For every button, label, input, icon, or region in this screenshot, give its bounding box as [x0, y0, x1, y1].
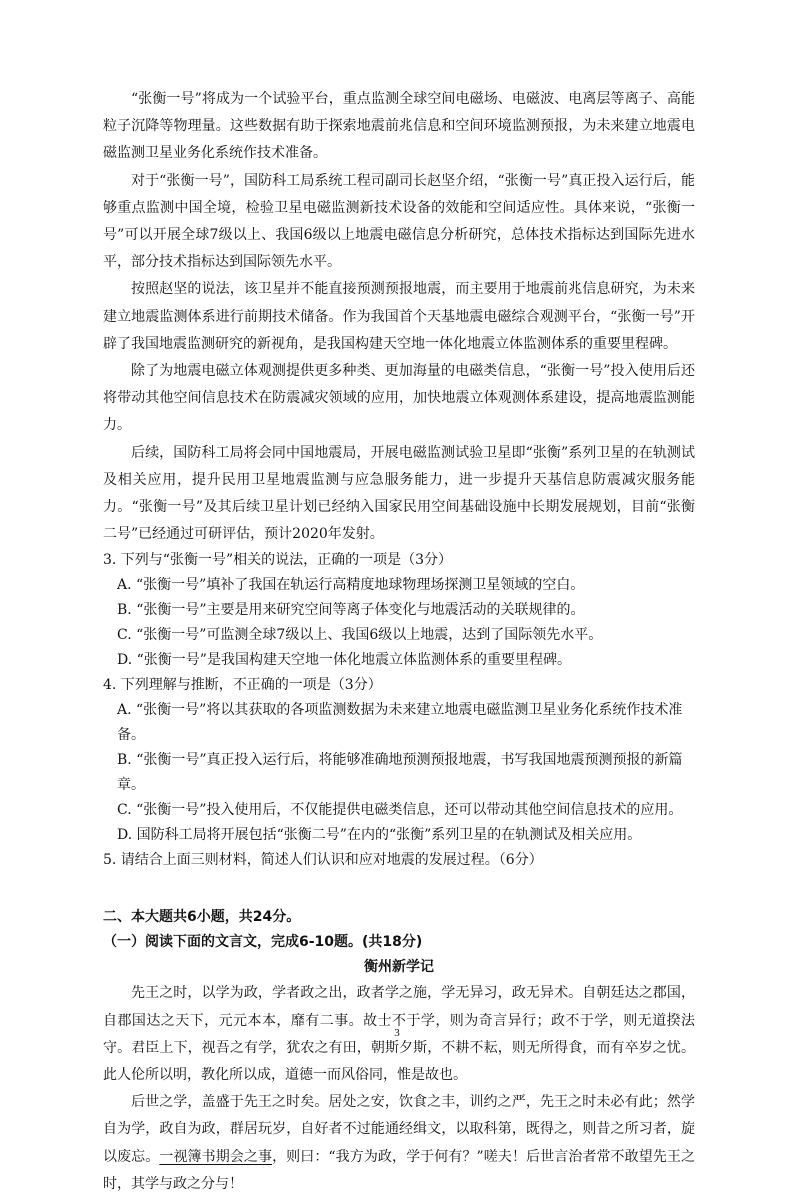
underlined-phrase: 一视簿书期会之事 [159, 1148, 273, 1165]
classical-paragraph-1: 先王之时，以学为政，学者政之出，政者学之施，学无异习，政无异术。自朝廷达之郡国，自郡国达之天下，元元本本，靡有二事。故士不于学，则为奇言异行；政不于学，则无道揆法守。君臣上下，视吾之有学，犹农之有田，朝斯夕斯，不耕不耘，则无所得食，而有卒岁之忧。此人伦所以明，教化所以成，道德一而风俗同，惟是故也。 [103, 985, 695, 1084]
question-3-option-d: D. “张衡一号”是我国构建天空地一体化地震立体监测体系的重要里程碑。 [117, 652, 571, 669]
section-gap [103, 873, 695, 905]
page-number: 3 [394, 1027, 400, 1039]
question-3-option-c: C. “张衡一号”可监测全球7级以上、我国6级以上地震，达到了国际领先水平。 [117, 627, 603, 644]
classical-paragraph-2-pre: 后世之学，盖盛于先王之时矣。居处之安，饮食之丰，训约之严，先王之时未必有此；然学自为学，政自为政，群居玩岁，自好者不过能通经缉文，以取科第，既得之，则昔之所习者，旋以废忘。 [103, 1094, 695, 1165]
classical-text-title: 衡州新学记 [364, 959, 434, 976]
classical-paragraph-2-post: ，则曰：“我方为政，学于何有？”嗟夫！后世言治者常不敢望先王之时，其学与政之分与！ [103, 1148, 695, 1192]
section-2-heading: 二、本大题共6小题，共24分。 [103, 909, 301, 926]
question-4-stem-pre: 4. 下列理解与推断， [103, 677, 233, 694]
question-4-option-c: C. “张衡一号”投入使用后，不仅能提供电磁类信息，还可以带动其他空间信息技术的应用。 [117, 802, 683, 819]
passage-paragraph-5: 后续，国防科工局将会同中国地震局，开展电磁监测试验卫星即“张衡”系列卫星的在轨测试及相关应用，提升民用卫星地震监测与应急服务能力，进一步提升天基信息防震减灾服务能力。“张衡一号”及其后续卫星计划已经纳入国家民用空间基础设施中长期发展规划，目前“张衡二号”已经通过可研评估，预计2020年发射。 [103, 444, 695, 543]
passage-paragraph-2: 对于“张衡一号”，国防科工局系统工程司副司长赵坚介绍，“张衡一号”真正投入运行后，能够重点监测中国全境，检验卫星电磁监测新技术设备的效能和空间适应性。具体来说，“张衡一号”可以开展全球7级以上、我国6级以上地震电磁信息分析研究，总体技术指标达到国际先进水平，部分技术指标达到国际领先水平。 [103, 172, 695, 271]
question-4-stem [103, 673, 695, 698]
question-4-option-d: D. 国防科工局将开展包括“张衡二号”在内的“张衡”系列卫星的在轨测试及相关应用。 [117, 827, 642, 844]
question-4-stem-mark: 不正确 [232, 677, 275, 694]
question-3-option-a: A. “张衡一号”填补了我国在轨运行高精度地球物理场探测卫星领域的空白。 [117, 577, 585, 594]
question-5: 5. 请结合上面三则材料，简述人们认识和应对地震的发展过程。（6分） [103, 852, 543, 869]
passage-paragraph-3: 按照赵坚的说法，该卫星并不能直接预测预报地震，而主要用于地震前兆信息研究，为未来建立地震监测体系进行前期技术储备。作为我国首个天基地震电磁综合观测平台，“张衡一号”开辟了我国地震监测研究的新视角，是我国构建天空地一体化地震立体监测体系的重要里程碑。 [103, 281, 695, 352]
classical-paragraph-2 [103, 1089, 695, 1198]
question-3-option-b: B. “张衡一号”主要是用来研究空间等离子体变化与地震活动的关联规律的。 [117, 602, 585, 619]
subsection-1-heading: （一）阅读下面的文言文，完成6-10题。(共18分) [103, 934, 423, 951]
question-4-option-a: A. “张衡一号”将以其获取的各项监测数据为未来建立地震电磁监测卫星业务化系统作技术准备。 [117, 702, 683, 744]
question-4-stem-post: 的一项是（3分） [274, 677, 382, 694]
question-4-option-b: B. “张衡一号”真正投入运行后，将能够准确地预测预报地震，书写我国地震预测预报的新篇章。 [117, 752, 683, 794]
question-3-stem: 3. 下列与“张衡一号”相关的说法，正确的一项是（3分） [103, 552, 453, 569]
passage-paragraph-1: “张衡一号”将成为一个试验平台，重点监测全球空间电磁场、电磁波、电离层等离子、高能粒子沉降等物理量。这些数据有助于探索地震前兆信息和空间环境监测预报，为未来建立地震电磁监测卫星业务化系统作技术准备。 [103, 91, 695, 162]
passage-paragraph-4: 除了为地震电磁立体观测提供更多种类、更加海量的电磁类信息，“张衡一号”投入使用后还将带动其他空间信息技术在防震减灾领域的应用，加快地震立体观测体系建设，提高地震监测能力。 [103, 363, 695, 434]
